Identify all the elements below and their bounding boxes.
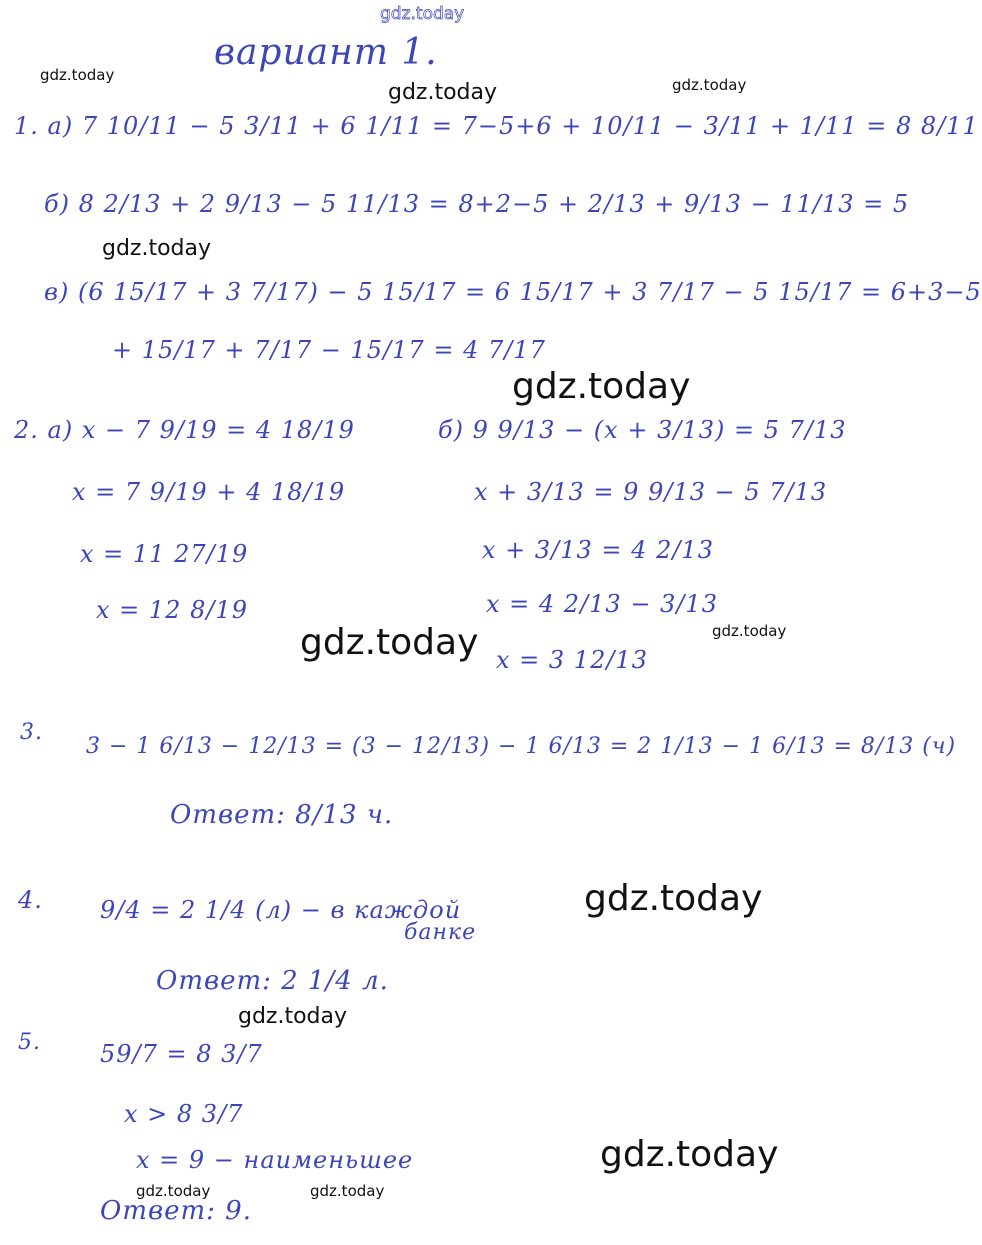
- task5-line: x > 8 3/7: [124, 1100, 244, 1128]
- task5-line: x = 9 − наименьшее: [136, 1146, 414, 1174]
- task2-a-line: x = 11 27/19: [80, 540, 249, 568]
- task1-b: б) 8 2/13 + 2 9/13 − 5 11/13 = 8+2−5 + 2/13 + 9/13 − 11/13 = 5: [44, 190, 910, 218]
- watermark: gdz.today: [712, 622, 787, 640]
- task2-a-line: x = 12 8/19: [96, 596, 248, 624]
- task5-answer: Ответ: 9.: [100, 1196, 252, 1226]
- watermark: gdz.today: [672, 76, 747, 94]
- task3-number: 3.: [20, 720, 43, 745]
- watermark: gdz.today: [238, 1004, 348, 1029]
- task2-b-line: x + 3/13 = 9 9/13 − 5 7/13: [474, 478, 828, 506]
- watermark: gdz.today: [600, 1134, 779, 1175]
- task4-number: 4.: [18, 886, 43, 914]
- watermark-top: gdz.today: [380, 4, 465, 24]
- watermark: gdz.today: [310, 1182, 385, 1200]
- task5-number: 5.: [18, 1030, 41, 1055]
- task1-v-line2: + 15/17 + 7/17 − 15/17 = 4 7/17: [112, 336, 546, 364]
- task2-b-line: x + 3/13 = 4 2/13: [482, 536, 714, 564]
- task2-a-line: 2. а) x − 7 9/19 = 4 18/19: [14, 416, 355, 444]
- watermark: gdz.today: [102, 236, 212, 261]
- task4-equation-cont: банке: [404, 920, 477, 945]
- task4-answer: Ответ: 2 1/4 л.: [156, 966, 389, 996]
- watermark: gdz.today: [512, 366, 691, 407]
- task1-a: 1. а) 7 10/11 − 5 3/11 + 6 1/11 = 7−5+6 + 10/11 − 3/11 + 1/11 = 8 8/11: [14, 112, 979, 140]
- page-title: вариант 1.: [214, 32, 438, 73]
- task3-answer: Ответ: 8/13 ч.: [170, 800, 394, 830]
- task4-equation: 9/4 = 2 1/4 (л) − в каждой: [100, 896, 462, 924]
- task3-equation: 3 − 1 6/13 − 12/13 = (3 − 12/13) − 1 6/13 = 2 1/13 − 1 6/13 = 8/13 (ч): [86, 734, 957, 759]
- task5-line: 59/7 = 8 3/7: [100, 1040, 263, 1068]
- task2-b-line: б) 9 9/13 − (x + 3/13) = 5 7/13: [438, 416, 847, 444]
- watermark: gdz.today: [40, 66, 115, 84]
- watermark: gdz.today: [300, 622, 479, 663]
- watermark: gdz.today: [388, 80, 498, 105]
- task2-b-line: x = 3 12/13: [496, 646, 648, 674]
- task2-a-line: x = 7 9/19 + 4 18/19: [72, 478, 346, 506]
- watermark: gdz.today: [136, 1182, 211, 1200]
- task2-b-line: x = 4 2/13 − 3/13: [486, 590, 718, 618]
- task1-v-line1: в) (6 15/17 + 3 7/17) − 5 15/17 = 6 15/17 + 3 7/17 − 5 15/17 = 6+3−5: [44, 278, 982, 306]
- watermark: gdz.today: [584, 878, 763, 919]
